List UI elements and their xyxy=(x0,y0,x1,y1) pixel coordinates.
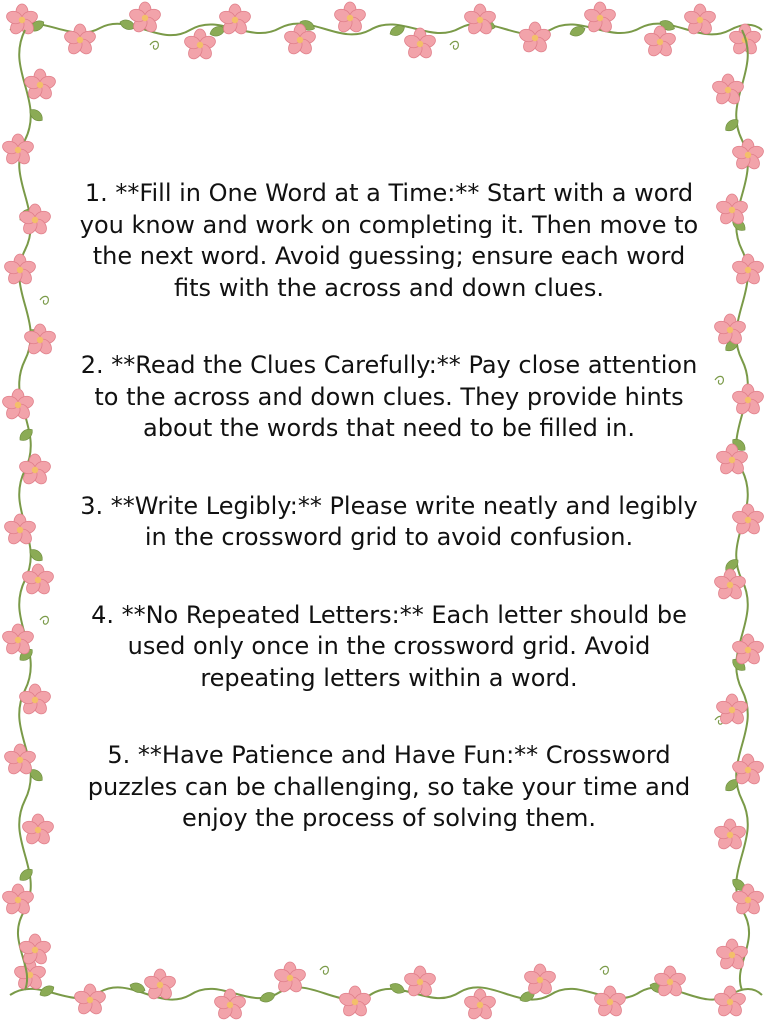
rule-4: 4. **No Repeated Letters:** Each letter should be used only once in the crossword grid. Avoid repeating letters within a word. xyxy=(91,600,687,692)
rule-2: 2. **Read the Clues Carefully:** Pay close attention to the across and down clues. They provide hints about the words that need to be filled in. xyxy=(80,351,698,442)
rule-5: 5. **Have Patience and Have Fun:** Crossword puzzles can be challenging, so take your time and enjoy the process of solving them. xyxy=(87,741,691,832)
border-bottom xyxy=(10,959,762,1021)
border-top xyxy=(5,2,762,61)
rule-1: 1. **Fill in One Word at a Time:** Start with a word you know and work on completing it. Then move to the next word. Avoid guessing; ensure each word fits with the across and down clues. xyxy=(79,179,699,302)
border-left xyxy=(1,30,57,990)
rule-3: 3. **Write Legibly:** Please write neatly and legibly in the crossword grid to avoid confusion. xyxy=(80,491,698,551)
border-right xyxy=(711,30,765,990)
rules-text xyxy=(72,178,706,881)
